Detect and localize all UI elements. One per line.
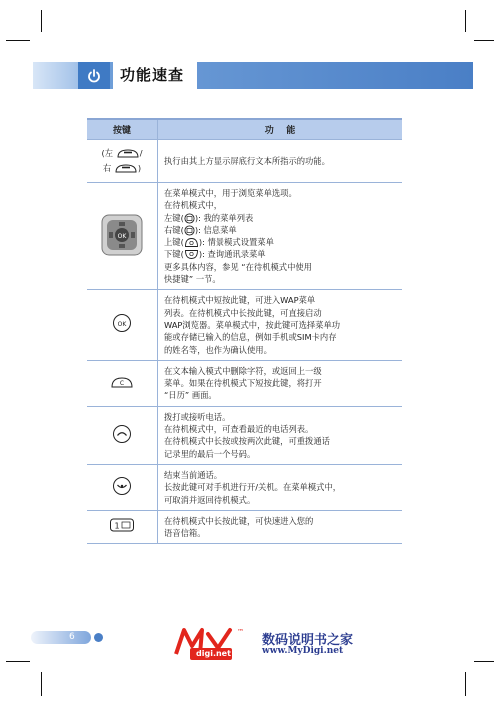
description-line: 拨打或接听电话。 (164, 411, 231, 422)
description-line: 记录里的最后一个号码。 (164, 448, 256, 459)
crop-mark (465, 672, 466, 696)
down-key-function: ): 查询通讯录菜单 (198, 249, 266, 260)
ok-key-icon (112, 313, 132, 333)
svg-text:OK: OK (117, 232, 127, 240)
description-line: 菜单。如果在待机模式下短按此键，将打开 (164, 378, 322, 389)
softkey-cell (87, 140, 158, 183)
down-key-icon (184, 249, 199, 260)
svg-text:1: 1 (114, 521, 120, 531)
crop-mark (41, 10, 42, 32)
svg-text:OK: OK (117, 321, 127, 329)
send-key-cell (87, 406, 158, 464)
description-line: 能或存储已输入的信息，例如手机或SIM卡内存 (164, 332, 337, 343)
end-call-key-icon (112, 476, 132, 496)
function-description (158, 290, 403, 360)
logo-url: www.MyDigi.net (262, 646, 344, 656)
description-line (164, 212, 402, 224)
table-row (87, 140, 402, 183)
column-header-function: 功 能 (158, 119, 403, 140)
page-title: 功能速查 (120, 66, 185, 84)
description-line: 列表。在待机模式中长按此键，可直接启动 (164, 307, 322, 318)
table-row (87, 290, 402, 360)
function-description (158, 464, 403, 510)
end-key-cell (87, 464, 158, 510)
description-line: 在待机模式中长按或按两次此键，可重拨通话 (164, 436, 330, 447)
right-softkey-label: 右 (102, 163, 112, 173)
function-description (158, 510, 403, 544)
description-line: 在待机模式中，可查看最近的电话列表。 (164, 424, 314, 435)
page-number-bar (31, 631, 91, 644)
description-line: 在文本输入模式中删除字符，或返回上一级 (164, 365, 322, 376)
description-line: 长按此键可对手机进行开/关机。在菜单模式中， (164, 482, 342, 493)
table-row (87, 183, 402, 290)
up-key-icon (184, 237, 199, 248)
navigation-key-icon (101, 214, 143, 256)
table-row (87, 510, 402, 544)
description-line: 在待机模式中， (164, 200, 223, 211)
table-row (87, 360, 402, 406)
ok-key-cell (87, 290, 158, 360)
key-function-table (87, 118, 402, 544)
description-line (164, 248, 402, 260)
svg-text:C: C (119, 379, 125, 387)
description-line: 快捷键” 一节。 (164, 274, 221, 285)
crop-mark (6, 661, 30, 662)
left-key-label: 左键( (164, 212, 184, 223)
navigation-key-cell (87, 183, 158, 290)
function-description (158, 183, 403, 290)
down-key-label: 下键( (164, 249, 184, 260)
left-softkey-label: (左 (101, 148, 114, 158)
crop-mark (465, 10, 466, 32)
crop-mark (6, 40, 30, 41)
section-banner (33, 62, 473, 89)
left-key-function: ): 我的菜单列表 (194, 212, 254, 223)
description-line: 执行由其上方显示屏底行文本所指示的功能。 (164, 155, 330, 166)
softkey-icon (116, 148, 140, 159)
voicemail-key-cell (87, 510, 158, 544)
right-key-label: 右键( (164, 224, 184, 235)
description-line: 结束当前通话。 (164, 469, 223, 480)
description-line: 更多具体内容，参见 “在待机模式中使用 (164, 261, 312, 272)
logo-small-text: digi.net (196, 649, 231, 658)
voicemail-key-icon (109, 517, 135, 533)
table-row (87, 406, 402, 464)
description-line: 在待机模式中长按此键，可快速进入您的 (164, 515, 314, 526)
call-key-icon (112, 424, 132, 444)
function-description (158, 406, 403, 464)
right-key-function: ): 信息菜单 (194, 224, 237, 235)
clear-key-cell (87, 360, 158, 406)
table-row (87, 464, 402, 510)
softkey-close: ) (137, 163, 142, 173)
column-header-key: 按键 (87, 119, 158, 140)
up-key-function: ): 情景模式设置菜单 (198, 237, 274, 248)
logo-trademark: ™ (237, 628, 244, 636)
crop-mark (474, 661, 494, 662)
description-line (164, 236, 402, 248)
description-line: “日历” 画面。 (164, 390, 217, 401)
page-dot (94, 633, 103, 642)
description-line (164, 224, 402, 236)
power-icon (78, 62, 110, 89)
function-description (158, 360, 403, 406)
crop-mark (41, 672, 42, 696)
softkey-icon (114, 163, 138, 174)
function-description (158, 140, 403, 183)
description-line: 的姓名等，也作为确认使用。 (164, 344, 272, 355)
description-line: 在待机模式中短按此键，可进入WAP菜单 (164, 295, 316, 306)
right-key-icon (184, 225, 195, 236)
up-key-label: 上键( (164, 237, 184, 248)
description-line: 可取消并返回待机模式。 (164, 494, 256, 505)
left-key-icon (184, 213, 195, 224)
description-line: 语音信箱。 (164, 528, 206, 539)
page-number: 6 (69, 632, 75, 642)
description-line: WAP浏览器。菜单模式中，按此键可选择菜单功 (164, 319, 341, 330)
logo-text: 数码说明书之家 (262, 633, 354, 648)
softkey-separator: / (139, 148, 143, 158)
clear-key-icon (110, 375, 134, 389)
description-line: 在菜单模式中，用于浏览菜单选项。 (164, 188, 297, 198)
crop-mark (474, 40, 494, 41)
banner-divider (195, 62, 197, 89)
